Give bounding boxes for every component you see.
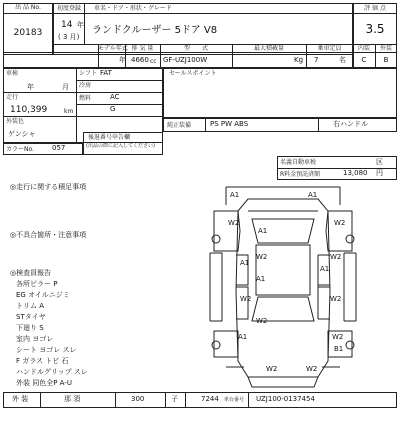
inspector-item: トリム A (16, 302, 45, 310)
cooler-label: 冷房 (79, 82, 92, 89)
recycle-label: 後退番号申告欄 (88, 134, 131, 141)
color-value: ゲンシャ (8, 130, 36, 138)
capacity-unit: 名 (339, 56, 346, 64)
lot-number: 20183 (13, 28, 43, 38)
displacement-value: 4660 (131, 56, 149, 64)
damage-marker: A1 (240, 259, 250, 267)
first-reg-month: ( 3 月) (58, 33, 80, 41)
score-label: 評 価 点 (364, 5, 386, 12)
damage-marker: A1 (258, 227, 268, 235)
footer-exterior-label: 外 装 (12, 395, 29, 403)
capacity-value: 7 (314, 56, 319, 64)
exhibit-label: 出 品 No. (15, 4, 41, 11)
damage-marker: W2 (228, 219, 240, 227)
color-no-label: カラーNo. (6, 146, 34, 153)
plate-class: 300 (131, 395, 145, 403)
model-type-label: 型 式 (183, 45, 208, 52)
inspector-item: EG オイルニジミ (16, 291, 70, 299)
damage-marker: W2 (256, 317, 268, 325)
exterior-label: 外装 (379, 45, 392, 52)
score-value: 3.5 (365, 22, 385, 36)
damage-marker: A1 (256, 275, 266, 283)
first-reg-year: 14 (61, 20, 73, 30)
damage-marker: W2 (256, 253, 268, 261)
damage-marker: A1 (238, 333, 248, 341)
displacement-label: 排 気 量 (131, 45, 154, 52)
inspector-item: 各所ピラー P (16, 280, 58, 288)
recycle-fee-unit: 円 (376, 169, 383, 177)
model-year-label: モデル年式 (98, 45, 128, 52)
exterior-grade: B (383, 56, 389, 64)
damage-marker: W2 (330, 253, 342, 261)
footer-box (3, 392, 397, 408)
defects-label: ◎不具合箇所・注意事項 (10, 231, 87, 239)
damage-marker: W2 (332, 333, 344, 341)
car-name-label: 車名・ドア・形状・グレード (94, 5, 172, 12)
inspector-item: 下廻り S (16, 324, 44, 332)
car-name: ランドクルーザー 5ドア V8 (92, 25, 218, 36)
recycle-note: (出品の際に記入してください) (86, 143, 155, 149)
damage-marker: W2 (306, 365, 318, 373)
damage-marker: W2 (266, 365, 278, 373)
equipment-value: PS PW ABS (210, 120, 249, 128)
damage-diagram (208, 181, 358, 393)
chassis-number: UZJ100-0137454 (256, 395, 315, 403)
equipment-label: 純正装備 (167, 122, 192, 129)
inspector-item: ハンドルグリップ スレ (16, 368, 88, 376)
max-load-label: 最大積載量 (253, 45, 284, 52)
chassis-label-visible: 車台番号 (224, 397, 245, 403)
color-label: 外装色 (6, 118, 25, 125)
damage-marker: A1 (320, 265, 330, 273)
damage-marker: W2 (334, 219, 346, 227)
fuel-label: 燃料 (79, 95, 92, 102)
inspector-item: F ガラス トビ 石 (16, 357, 69, 365)
first-reg-year-unit: 年 (77, 21, 84, 29)
capacity-label: 乗車定員 (317, 45, 342, 52)
sales-point-label: セールスポイント (169, 70, 217, 77)
fuel-value: G (110, 105, 116, 113)
inspector-label: ◎検査員報告 (10, 269, 52, 277)
interior-label: 内装 (357, 45, 370, 52)
model-year-unit: 年 (119, 56, 126, 64)
damage-marker: A1 (308, 191, 318, 199)
inspector-item: STタイヤ (16, 313, 46, 321)
plate-region: 那 須 (64, 395, 81, 403)
inspector-item: 外装 同色全P A-U (16, 379, 72, 387)
color-no-value: 057 (52, 144, 66, 152)
damage-marker: B1 (334, 345, 344, 353)
plate-number: 7244 (201, 395, 219, 403)
recycle-fee-label: R料金預託済額 (280, 171, 321, 178)
mileage-label: 走行 (6, 94, 19, 101)
inspector-item: シート ヨゴレ スレ (16, 346, 77, 354)
steering-value: 右ハンドル (333, 120, 368, 128)
interior-grade: C (361, 56, 367, 64)
first-reg-label: 初度登録 (57, 5, 82, 12)
inspection-year-unit: 年 (27, 83, 34, 91)
shift-label: シフト (79, 70, 98, 77)
mileage-value: 110,399 (10, 105, 48, 115)
inspection-label: 車検 (6, 70, 19, 77)
model-type-value: GF-UZJ100W (163, 56, 208, 64)
damage-marker: W2 (240, 295, 252, 303)
inspection-month-unit: 月 (62, 83, 69, 91)
cooler-value: AC (110, 93, 120, 101)
cc-unit: cc (150, 58, 157, 65)
mileage-unit: km (64, 108, 74, 115)
damage-marker: A1 (230, 191, 240, 199)
driving-notes-label: ◎走行に関する積足事項 (10, 183, 87, 191)
recycle-fee-value: 13,080 (343, 169, 368, 177)
inspector-item: 室内 ヨゴレ (16, 335, 54, 343)
auto-tax-label: 名義自動車税 (280, 159, 317, 166)
damage-marker: W2 (330, 295, 342, 303)
plate-kana: 子 (171, 395, 178, 403)
max-load-unit: Kg (294, 56, 304, 64)
shift-value: FAT (100, 69, 112, 77)
auto-tax-unit: 区 (376, 158, 383, 166)
